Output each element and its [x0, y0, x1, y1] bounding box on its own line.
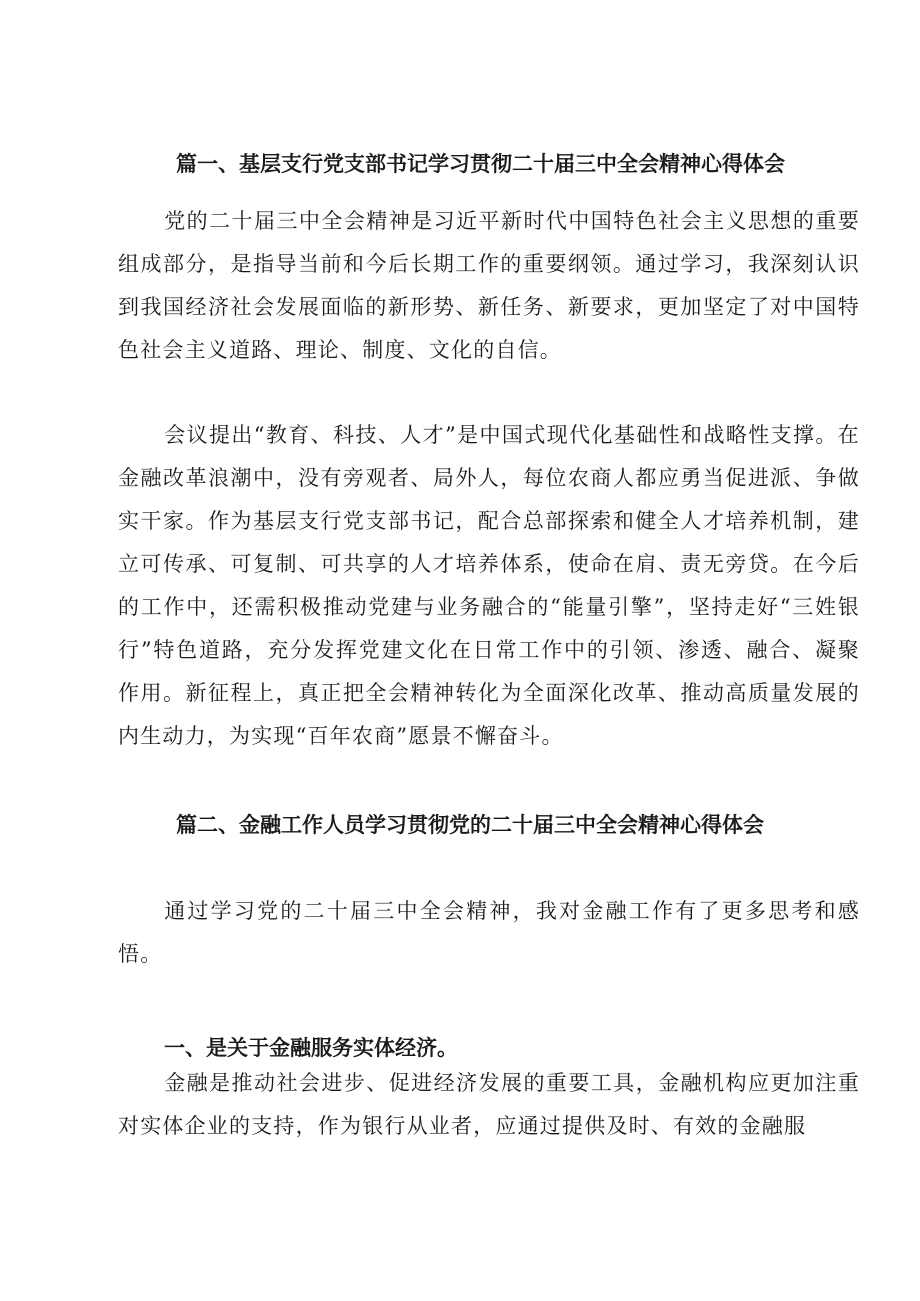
section1-paragraph: 金融是推动社会进步、促进经济发展的重要工具，金融机构应更加注重对实体企业的支持，作为银行从业者，应通过提供及时、有效的金融服 — [118, 1071, 860, 1138]
article1-paragraph-2: 会议提出“教育、科技、人才”是中国式现代化基础性和战略性支撑。在金融改革浪潮中，没有旁观者、局外人，每位农商人都应勇当促进派、争做实干家。作为基层支行党支部书记，配合总部探索和健全人才培养机制，建立可传承、可复制、可共享的人才培养体系，使命在肩、责无旁贷。在今后的工作中，还需积极推动党建与业务融合的“能量引擎”，坚持走好“三姓银行”特色道路，充分发挥党建文化在日常工作中的引领、渗透、融合、凝聚作用。新征程上，真正把全会精神转化为全面深化改革、推动高质量发展的内生动力，为实现“百年农商”愿景不懈奋斗。 — [118, 423, 860, 748]
section1-heading: 一、是关于金融服务实体经济。 — [164, 1036, 458, 1060]
article2-title: 篇二、金融工作人员学习贯彻党的二十届三中全会精神心得体会 — [176, 813, 764, 837]
article1-paragraph-1: 党的二十届三中全会精神是习近平新时代中国特色社会主义思想的重要组成部分，是指导当前和今后长期工作的重要纲领。通过学习，我深刻认识到我国经济社会发展面临的新形势、新任务、新要求，更加坚定了对中国特色社会主义道路、理论、制度、文化的自信。 — [118, 209, 860, 362]
article2-intro: 通过学习党的二十届三中全会精神，我对金融工作有了更多思考和感悟。 — [118, 899, 860, 966]
article1-title: 篇一、基层支行党支部书记学习贯彻二十届三中全会精神心得体会 — [176, 152, 785, 176]
